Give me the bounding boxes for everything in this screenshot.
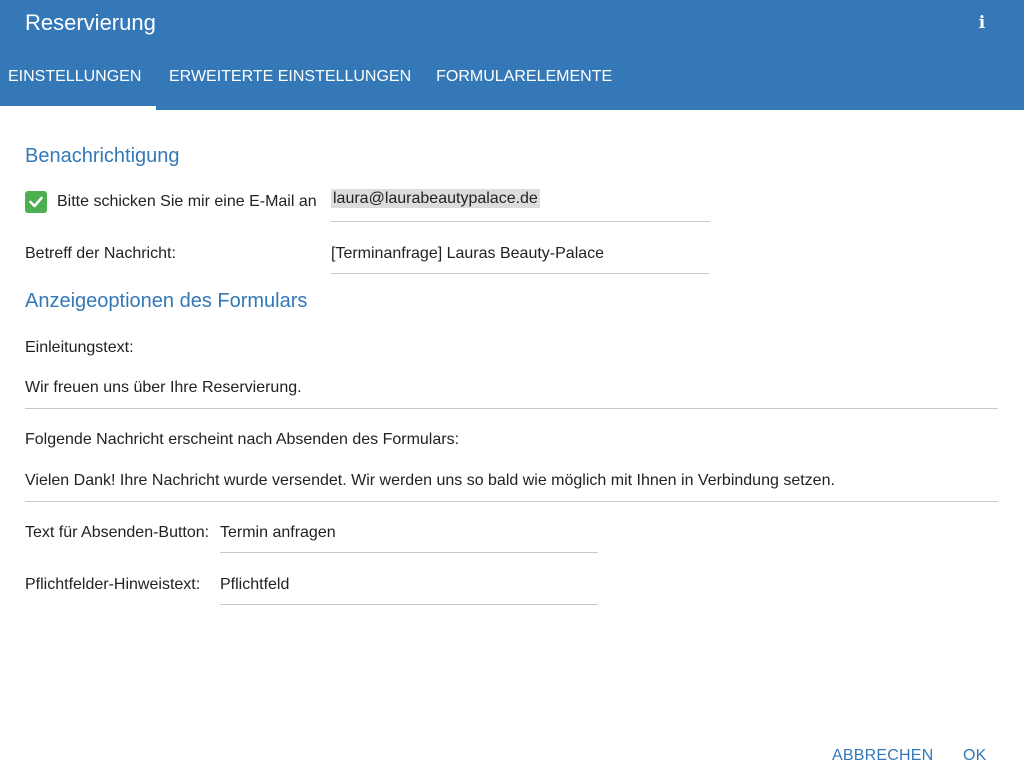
after-submit-message-field[interactable] [25,471,998,502]
subject-field[interactable] [331,244,709,274]
dialog-title: Reservierung [25,10,156,35]
required-hint-value: Pflichtfeld [220,576,290,593]
subject-value: [Terminanfrage] Lauras Beauty-Palace [331,245,605,262]
cancel-button[interactable]: ABBRECHEN [832,747,934,764]
tab-label: ERWEITERTE EINSTELLUNGEN [169,68,412,85]
email-field[interactable] [331,189,710,222]
tab-label: FORMULARELEMENTE [436,68,613,85]
section-heading-display-options: Anzeigeoptionen des Formulars [25,290,308,312]
tab-bar [0,54,620,110]
intro-label: Einleitungstext: [25,339,134,356]
dialog-header [0,0,1024,110]
required-hint-field[interactable] [220,575,598,605]
subject-label: Betreff der Nachricht: [25,245,176,262]
send-email-label: Bitte schicken Sie mir eine E-Mail an [57,193,317,210]
submit-button-text-value: Termin anfragen [220,524,336,541]
intro-text-field[interactable] [25,378,998,409]
submit-button-text-field[interactable] [220,523,598,553]
ok-button[interactable]: OK [963,747,987,764]
check-icon [29,196,43,208]
tab-label: EINSTELLUNGEN [8,68,142,85]
after-submit-value: Vielen Dank! Ihre Nachricht wurde versendet. Wir werden uns so bald wie möglich mit Ihnen in Verbindung setzen. [25,472,835,489]
intro-value: Wir freuen uns über Ihre Reservierung. [25,379,302,396]
required-hint-label: Pflichtfelder-Hinweistext: [25,576,201,593]
tab-einstellungen[interactable] [0,54,156,110]
section-heading-notification: Benachrichtigung [25,145,180,167]
submit-button-text-label: Text für Absenden-Button: [25,524,210,541]
info-icon[interactable]: i [978,13,986,33]
after-submit-label: Folgende Nachricht erscheint nach Absenden des Formulars: [25,431,460,448]
send-email-checkbox[interactable] [25,191,47,213]
email-value: laura@laurabeautypalace.de [333,190,538,207]
tab-formularelemente[interactable] [428,54,620,110]
tab-erweiterte-einstellungen[interactable] [161,54,419,110]
